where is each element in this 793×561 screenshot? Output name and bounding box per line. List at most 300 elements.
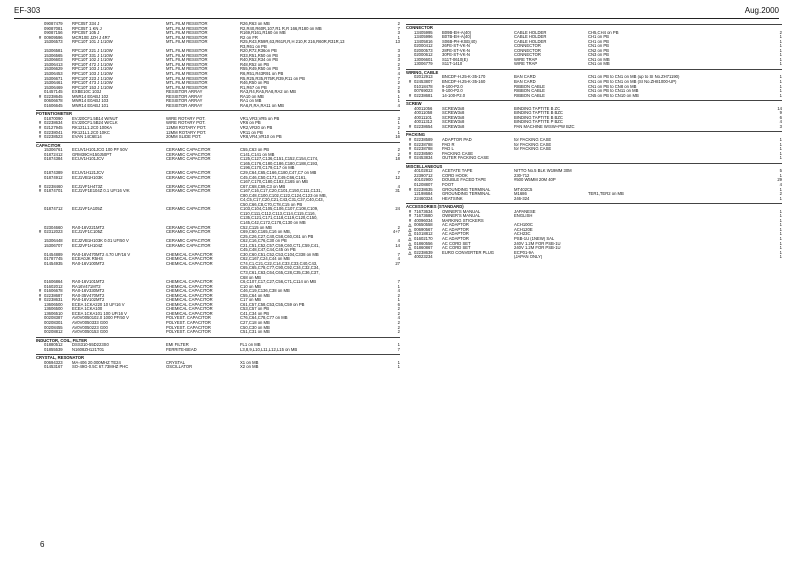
part-number-cell: 02238788 <box>414 142 433 147</box>
quantity-cell: 2 <box>397 81 400 86</box>
part-number-cell: 15306603 <box>44 58 63 63</box>
part-number-cell: 02000412 <box>414 44 433 49</box>
part-number-cell: 01880512 <box>44 343 63 348</box>
quantity-cell: 2 <box>397 293 400 298</box>
location-cell: C141,C141 on MB <box>240 152 275 157</box>
type-cell: RIBBON CABLE <box>514 84 545 89</box>
location-cell: C45,C46,C50,C171,C49,C66,C161, <box>240 175 307 180</box>
quantity-cell: 3 <box>397 49 400 54</box>
location-cell: C4,C5,C17,C20,C21,C43,C31,C37,C40,C43, <box>240 198 324 203</box>
mark-cell: # <box>408 156 412 161</box>
type-cell: CHEMICAL CAPACITOR <box>166 307 213 312</box>
type-cell: CERAMIC CAPACITOR <box>166 239 211 244</box>
quantity-cell: 1 <box>779 196 782 201</box>
location-cell: R33,R51,R50 on PB <box>240 53 278 58</box>
type-cell: MTL.FILM RESISTOR <box>166 49 208 54</box>
mark-cell: # <box>38 130 42 135</box>
description-cell: AV0V0050333 G00 <box>72 321 108 325</box>
description-cell: MA-406 20.000MHZ TE24 <box>72 360 121 365</box>
type-cell: RESISTOR ARRAY <box>166 94 203 99</box>
quantity-cell: 1 <box>397 121 400 126</box>
quantity-cell: 1 <box>779 93 782 98</box>
quantity-cell: 6 <box>779 115 782 120</box>
type-cell: CERAMIC CAPACITOR <box>166 230 211 235</box>
location-cell: C69,C60,C165,C16 on MB, <box>240 230 291 235</box>
mark-cell: # <box>38 35 42 40</box>
part-number-cell: 40102900 <box>414 178 433 183</box>
part-number-cell: 01606645 <box>44 103 63 108</box>
description-cell: AC ADAPTOR <box>442 227 469 232</box>
type-cell: MTL.FILM RESISTOR <box>166 26 208 31</box>
part-number-cell: 02238681 <box>414 93 433 98</box>
part-number-cell: 02238041 <box>44 130 63 135</box>
description-cell: ECJ2VF1H104Z <box>72 243 103 248</box>
quantity-cell: 1 <box>779 241 782 246</box>
location-cell: C29,C64,C65,C166,C180,C47,C7 on MB <box>240 170 317 175</box>
model-label: EF-303 <box>14 6 41 15</box>
quantity-cell: 12 <box>395 175 400 180</box>
type-cell: CERAMIC CAPACITOR <box>166 152 211 157</box>
description-cell: ECUV1H101JCV <box>72 157 104 162</box>
description-cell: ECUV1H101JCG 100 PF 50V <box>72 148 128 153</box>
part-number-cell: 01874701 <box>44 189 63 194</box>
location-cell: R26,R63 on MB <box>240 22 270 26</box>
location-cell: C17 on MB <box>240 298 261 303</box>
description-cell: B09B-EH-A(40) <box>442 30 472 35</box>
description-cell: SCREW3x8 <box>442 111 465 116</box>
location-cell: R1,R67 on PB <box>240 85 267 90</box>
mark-cell: # <box>38 298 42 303</box>
part-number-cell: 01454935 <box>44 261 63 266</box>
quantity-cell: 1 <box>779 62 782 67</box>
description-cell: 30FE-ST-VK-N <box>442 53 470 58</box>
location-cell: CN1 on MB <box>588 62 610 67</box>
part-number-cell: 00208301 <box>44 321 63 325</box>
location-cell: C62,C16,C76,C30 on PB <box>240 239 287 244</box>
quantity-cell: 4 <box>397 316 400 321</box>
description-cell: RPC10T 103 J 1/10W <box>72 72 113 77</box>
location-cell: C50,C66,C8,C70,C78,C15 on PB <box>240 202 303 207</box>
part-number-cell: 01874384 <box>44 157 63 162</box>
part-number-cell: 40011312 <box>414 120 433 125</box>
location-cell: C55,C63 on PB <box>240 148 270 153</box>
part-number-cell: 02238631 <box>44 298 63 303</box>
quantity-cell: 1 <box>779 39 782 44</box>
description-cell: S11T-0610(E) <box>442 57 468 62</box>
quantity-cell: 18 <box>395 157 400 162</box>
type-cell: M1686 <box>514 192 527 197</box>
part-row <box>36 365 400 370</box>
quantity-cell: 1 <box>779 89 782 94</box>
location-cell <box>588 255 768 260</box>
location-cell: RA6,R,RA,RA11 on MB <box>240 103 284 108</box>
quantity-cell: 1 <box>397 99 400 104</box>
location-cell: C27,C18 on MB <box>240 321 270 325</box>
location-cell: C51,C31 on MB <box>240 330 270 335</box>
type-cell: CHEMICAL CAPACITOR <box>166 252 213 257</box>
description-cell: ACETATE TAPE <box>442 169 473 174</box>
part-row <box>406 62 782 67</box>
section-heading: CAPACITOR <box>36 142 400 149</box>
quantity-cell: 2 <box>779 192 782 197</box>
mark-cell: # <box>408 214 412 219</box>
mark-cell: # <box>408 151 412 156</box>
description-cell: ECEA 1CKA220 10 UF/16 V <box>72 302 125 307</box>
part-number-cell: 01208807 <box>414 182 433 187</box>
location-cell: C167,C16,C17,C20,C101,C150,C111,C131, <box>240 189 322 194</box>
description-cell: SCREW3x8 <box>442 124 465 129</box>
location-cell: C50,C30 on MB <box>240 325 270 330</box>
quantity-cell: 1 <box>397 130 400 135</box>
type-cell: for PACKING CASE <box>514 138 552 143</box>
type-cell: MTL.FILM RESISTOR <box>166 35 208 40</box>
description-cell: EVJ20CF1.5B14 W/NUT <box>72 116 119 121</box>
description-cell: ECUV1H121JCV <box>72 170 104 175</box>
part-number-cell: 71673680 <box>414 214 433 219</box>
description-cell: 26FE-ST-VK-N <box>442 44 470 49</box>
quantity-cell: 1 <box>779 151 782 156</box>
part-number-cell: 02238590 <box>414 151 433 156</box>
part-row <box>36 135 400 140</box>
description-cell: RPC10T 153 J 1/10W <box>72 85 113 90</box>
type-cell: PSB-1U (1NEW) SAL <box>514 236 555 241</box>
type-cell: CHEMICAL CAPACITOR <box>166 302 213 307</box>
description-cell: BNCDF-H.25-K-35-170 <box>442 75 486 80</box>
type-cell: MTL.FILM RESISTOR <box>166 81 208 86</box>
location-cell <box>588 156 768 161</box>
description-cell: MNR14 E0ABJ 102 <box>72 94 109 99</box>
part-number-cell: 15306565 <box>44 53 63 58</box>
quantity-cell: 2 <box>397 311 400 316</box>
part-number-cell: 02453834 <box>414 156 433 161</box>
type-cell: RESISTOR ARRAY <box>166 90 203 95</box>
quantity-cell: 7 <box>397 280 400 285</box>
quantity-cell: 14 <box>395 243 400 248</box>
location-cell: X2 on MB <box>240 365 259 370</box>
quantity-cell: 16 <box>395 135 400 140</box>
type-cell: CABLE HOLDER <box>514 30 547 35</box>
location-cell: CH1 on PB <box>588 35 609 40</box>
mark-cell <box>406 255 414 260</box>
quantity-cell: 1 <box>779 246 782 251</box>
quantity-cell: 1 <box>779 48 782 53</box>
location-cell: R46,R50 on PB <box>240 81 270 86</box>
part-number-cell: 00650558 <box>414 223 433 228</box>
part-number-cell: 01870090 <box>44 116 63 121</box>
type-cell: CERAMIC CAPACITOR <box>166 170 211 175</box>
mark-cell: △ <box>408 223 412 228</box>
quantity-cell: 1 <box>779 156 782 161</box>
mark-cell: △ <box>408 246 412 251</box>
type-cell: ACH120E <box>514 227 533 232</box>
quantity-cell: 3 <box>779 124 782 129</box>
quantity-cell: 1 <box>779 209 782 214</box>
location-cell: R5,R25,R35,R75R,R39,R11 on PB <box>240 76 305 81</box>
description-cell: ECJ1VF1A105Z <box>72 207 103 212</box>
description-cell: RK121L1.2C0 100KA <box>72 126 113 131</box>
quantity-cell: 1 <box>779 53 782 58</box>
description-cell: OWNER'S MANUAL <box>442 214 481 219</box>
type-cell: CRYSTAL <box>166 360 185 365</box>
quantity-cell: 4 <box>397 103 400 108</box>
description-cell: ECEA0JK R5HS <box>72 257 103 262</box>
description-cell: ECJ2VB1H103K 0.01 UF/50 V <box>72 239 129 244</box>
quantity-cell: 31 <box>395 189 400 194</box>
description-cell: AC CORD SET <box>442 246 471 251</box>
description-cell: OUTER PACKING CASE <box>442 156 489 161</box>
location-cell: R40,R52,R34 on PB <box>240 58 278 63</box>
description-cell: GRM39CH150J50PT <box>72 152 112 157</box>
section-heading: POTENTIOMETER <box>36 110 400 117</box>
part-row <box>406 94 782 99</box>
type-cell: RESISTOR ARRAY <box>166 99 203 104</box>
location-cell: C6,C107,C17,C27,C56,C71,C114 on MB <box>240 280 317 285</box>
description-cell: AV0V0050153 G00 <box>72 330 108 335</box>
part-number-cell: 40023234 <box>414 255 433 260</box>
type-cell: for PACKING CASE <box>514 147 552 152</box>
description-cell: RPC10T 331 J 1/10W <box>72 53 113 58</box>
location-cell: C125,C127,C136,C151,C152,C154,C174, <box>240 157 319 162</box>
location-cell: C61,C57,C58,C53,C55,C59 on PB <box>240 302 305 307</box>
location-cell: C167,C170,C180,C182,C165 on MB <box>240 180 308 185</box>
page-number: 6 <box>40 540 45 549</box>
part-row <box>36 348 400 353</box>
type-cell: CHEMICAL CAPACITOR <box>166 257 213 262</box>
type-cell: JAPANESE <box>514 209 536 214</box>
part-number-cell: 01874912 <box>44 175 63 180</box>
type-cell: CHEMICAL CAPACITOR <box>166 280 213 285</box>
description-cell: RA0-16V470MT2 4.70 UF/16 V <box>72 252 131 257</box>
type-cell: CHEMICAL CAPACITOR <box>166 261 213 266</box>
quantity-cell: 4 <box>779 120 782 125</box>
quantity-cell: 1 <box>779 232 782 237</box>
location-cell: C135,C121,C171,C118,C119,C120,C150, <box>240 216 318 221</box>
part-number-cell: 01874712 <box>44 207 63 212</box>
part-row <box>406 156 782 161</box>
type-cell: RESISTOR ARRAY <box>166 103 203 108</box>
part-number-cell: 15306671 <box>44 76 63 81</box>
location-cell: VR6 on PB <box>240 121 261 126</box>
type-cell: CERAMIC CAPACITOR <box>166 243 211 248</box>
part-number-cell: 01602012 <box>44 284 63 289</box>
mark-cell: # <box>38 230 42 235</box>
part-number-cell: 01787745 <box>44 257 63 262</box>
type-cell: 240V 1.2M FOR PSB-1U <box>514 246 561 251</box>
part-number-cell: 01606864 <box>44 280 63 285</box>
description-cell: PAD R <box>442 142 455 147</box>
quantity-cell: 1 <box>397 284 400 289</box>
mark-cell <box>406 197 414 202</box>
quantity-cell: 13 <box>395 40 400 45</box>
quantity-cell: 2 <box>397 321 400 325</box>
type-cell: 20MM SLIDE POT. <box>166 135 202 140</box>
description-cell: DOUBLE FACED TAPE <box>442 178 487 183</box>
quantity-cell: 1 <box>779 44 782 49</box>
description-cell: EURO CONVERTER PLUG <box>442 250 495 255</box>
location-cell: L3,8,9,L10,L11,L12,L15 on MB <box>240 347 298 352</box>
description-cell <box>442 255 514 260</box>
part-number-cell: 09087479 <box>44 22 63 26</box>
quantity-cell: 7 <box>397 76 400 81</box>
location-cell: R55,R49,R50 on PB <box>240 67 278 72</box>
quantity-cell: 1 <box>397 343 400 348</box>
type-cell: 240V 1.2M FOR PSB-1U <box>514 241 561 246</box>
part-number-cell: 01860867 <box>414 246 433 251</box>
quantity-cell: 2 <box>397 307 400 312</box>
location-cell: R2,R40,R60R,107,R1 R,R 166,R180 on MB <box>240 26 322 31</box>
quantity-cell: 1 <box>779 35 782 40</box>
type-cell: #500 W5MM 20M 40P <box>514 178 556 183</box>
description-cell: RPC10T 103 J 1/10W <box>72 67 113 72</box>
section-heading: ACCESSORIES (STANDARD) <box>406 203 782 210</box>
quantity-cell: 1 <box>779 187 782 192</box>
quantity-cell: 1 <box>397 365 400 370</box>
location-cell: CH5,CH4 on PB <box>588 30 619 35</box>
quantity-cell: 3 <box>397 58 400 63</box>
type-cell: WIRE ROTARY POT. <box>166 116 206 121</box>
location-cell: C53,C57 on PB <box>240 307 270 312</box>
description-cell: RPC10T 102 J 1/10W <box>72 58 113 63</box>
type-cell: BAN CARD <box>514 80 536 85</box>
description-cell: RA0-16V100MT2 <box>72 261 105 266</box>
location-cell: RA3,R4,RA5,RA8,RA2 on MB <box>240 90 296 95</box>
part-row <box>406 255 782 260</box>
location-cell: C165,C176,C180,C186,C180,C188,C193, <box>240 161 319 166</box>
quantity-cell: 4 <box>779 182 782 187</box>
type-cell: CERAMIC CAPACITOR <box>166 207 211 212</box>
location-cell: C62,C167,C24,C44 on MB <box>240 257 290 262</box>
quantity-cell: 1 <box>397 35 400 40</box>
quantity-cell: 1 <box>779 236 782 241</box>
type-cell: MTL.FILM RESISTOR <box>166 67 208 72</box>
description-cell: ECJ1VB1H103K <box>72 175 103 180</box>
quantity-cell: 1 <box>779 75 782 80</box>
type-cell: CABLE HOLDER <box>514 39 547 44</box>
location-cell: R169,R161,R160 on MB <box>240 31 286 36</box>
part-number-cell: 01855539 <box>44 347 63 352</box>
location-cell: C25,C26,C27,C40,C58,C60,C61 on PB <box>240 234 314 239</box>
mark-cell <box>36 104 44 109</box>
description-cell: RA16V471MT2 <box>72 284 101 289</box>
description-cell: AC ADAPTOR <box>442 223 469 228</box>
mark-cell: △ <box>408 236 412 241</box>
description-cell: ADAPTOR PAD <box>442 138 472 143</box>
part-number-cell: 13606500 <box>44 302 63 307</box>
description-cell: RPC10T 473 J 1/10W <box>72 81 113 86</box>
page-header <box>14 4 779 19</box>
mark-cell: # <box>38 184 42 189</box>
description-cell: BNCDF-H.25-K-35-160 <box>442 80 486 85</box>
description-cell: MNR14 E0ABJ 103 <box>72 99 109 104</box>
part-number-cell: 00208455 <box>44 325 63 330</box>
section-heading: MISCELLANEOUS <box>406 163 782 170</box>
mark-cell: # <box>38 94 42 99</box>
type-cell: ACH100C <box>514 223 533 228</box>
type-cell: WIRE ROTARY POT. <box>166 121 206 126</box>
type-cell: MTL.FILM RESISTOR <box>166 72 208 77</box>
part-number-cell: 15306453 <box>44 72 63 77</box>
mark-cell: # <box>408 187 412 192</box>
part-number-cell: 00694323 <box>44 360 63 365</box>
type-cell: WIRE TRAP <box>514 62 538 67</box>
location-cell: CN3 on PB <box>588 53 609 58</box>
quantity-cell: 1 <box>779 250 782 255</box>
description-cell: MNR14 E0ABJ 101 <box>72 103 109 108</box>
section-heading: CONNECTOR <box>406 24 782 31</box>
location-cell: CN1 on PB to CN1 on MB (SI No.ZH81000-UP) <box>588 80 677 85</box>
quantity-cell: 24 <box>395 207 400 212</box>
type-cell: BINDING TAPTITE B BZC <box>514 111 563 116</box>
location-cell: FL1 on MB <box>240 343 261 348</box>
part-number-cell: 00690567 <box>414 227 433 232</box>
quantity-cell: 1 <box>779 218 782 223</box>
location-cell: C68 on MB <box>240 275 261 280</box>
location-cell: CH1 on PB <box>588 39 609 44</box>
description-cell: 9-100-P2.0 <box>442 84 463 89</box>
quantity-cell: 3 <box>397 67 400 72</box>
quantity-cell: 14 <box>777 106 782 111</box>
location-cell: CN5 on PB to CN10 on MB <box>588 93 639 98</box>
type-cell: 12MM ROTARY POT. <box>166 130 207 135</box>
part-number-cell: 01018478 <box>414 84 433 89</box>
mark-cell: # <box>38 126 42 131</box>
part-number-cell: 01457145 <box>44 90 63 95</box>
description-cell: PAD L <box>442 147 454 152</box>
part-number-cell: 02238460 <box>44 184 63 189</box>
quantity-cell: 1 <box>779 223 782 228</box>
description-cell: CORD HOOK <box>442 173 468 178</box>
location-cell: RA10 on MB <box>240 94 264 99</box>
quantity-cell: 1 <box>397 360 400 365</box>
quantity-cell: 7 <box>397 347 400 352</box>
part-number-cell: 02000573 <box>414 48 433 53</box>
mark-cell <box>36 348 44 353</box>
part-number-cell: 13606500 <box>44 307 63 312</box>
location-cell: C196,C170,C179,C17 on MB <box>240 166 295 171</box>
quantity-cell: 1 <box>779 84 782 89</box>
location-cell: C80,C48,C100,C102,C122,C124,C123 on MB, <box>240 193 327 198</box>
location-cell: VR2,VR20 on PB <box>240 126 273 131</box>
quantity-cell: 4 <box>397 184 400 189</box>
description-cell: EVJ20CF1.5B24 W/CLK <box>72 121 118 126</box>
description-cell: 28FE-ST-VK-N <box>442 48 470 53</box>
quantity-cell: 2 <box>397 85 400 90</box>
quantity-cell: 7 <box>397 252 400 257</box>
part-number-cell: 02238639 <box>414 250 433 255</box>
description-cell: SO-49G-0.5C 67.73MHZ PHC <box>72 365 129 370</box>
type-cell: CHEMICAL CAPACITOR <box>166 284 213 289</box>
quantity-cell: 1 <box>397 94 400 99</box>
type-cell <box>514 156 588 161</box>
quantity-cell: 2 <box>779 30 782 35</box>
mark-cell <box>36 365 44 370</box>
type-cell: MTL.FILM RESISTOR <box>166 40 208 45</box>
part-number-cell: 15306413 <box>44 62 63 67</box>
description-cell: PACKING CASE <box>442 151 474 156</box>
section-heading: INDUCTOR, COIL, FILTER <box>36 337 400 344</box>
description-cell: ECJ1VF1C105Z <box>72 230 103 235</box>
location-cell: C103,C104,C105,C106,C107,C108,C109, <box>240 207 319 212</box>
part-number-cell: 01860556 <box>414 241 433 246</box>
type-cell: CERAMIC CAPACITOR <box>166 184 211 189</box>
type-cell: OSCILLATOR <box>166 365 193 370</box>
description-cell: OWNER'S MANUAL <box>442 209 481 214</box>
quantity-cell: 1 <box>779 255 782 260</box>
description-cell: EXBE10C 103J <box>72 90 102 95</box>
quantity-cell: 5 <box>397 90 400 95</box>
location-cell: CN1 on PB to CN8 on MB <box>588 84 637 89</box>
type-cell: for PACKING CASE <box>514 142 552 147</box>
